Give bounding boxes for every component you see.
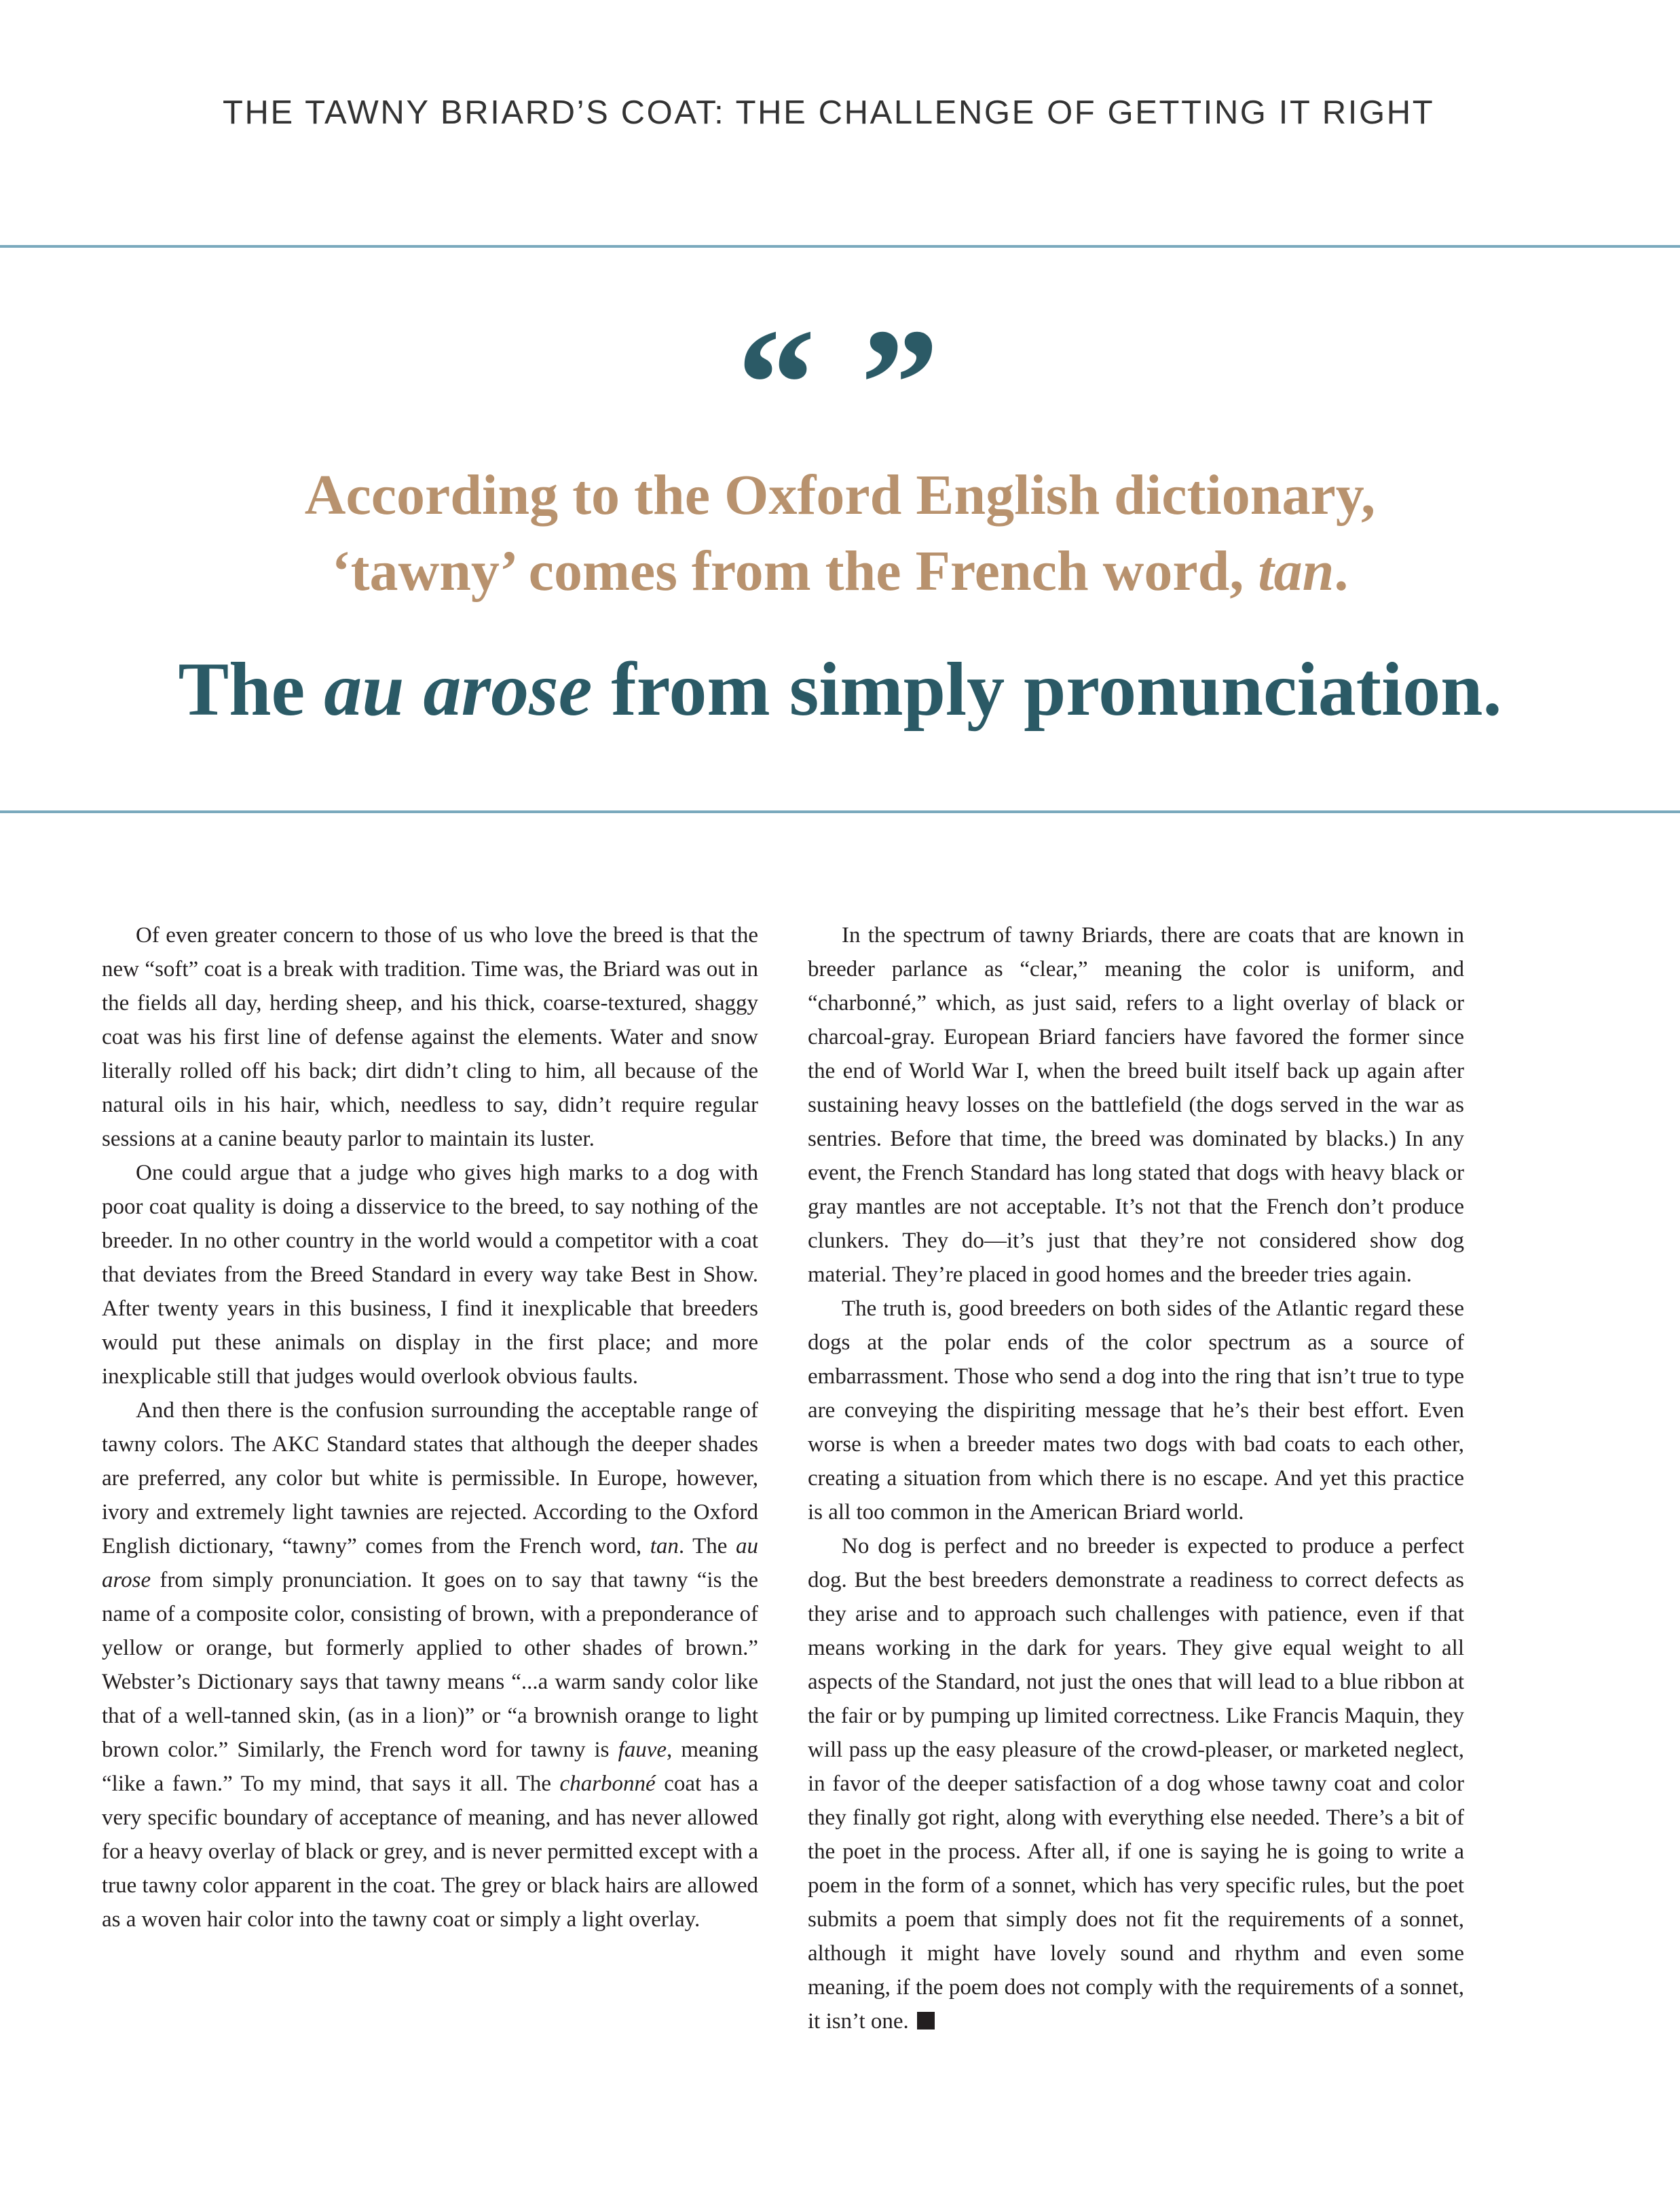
paragraph-text: , meaning “like a fawn.” To my mind, that says it all. The (102, 1738, 758, 1796)
paragraph (102, 1393, 758, 1937)
top-divider-rule (0, 245, 1680, 248)
pull-quote-line-2-emphasis: tan (1258, 540, 1334, 603)
article-column-left (102, 918, 758, 1937)
quotation-marks-icon (0, 297, 1680, 471)
pull-quote-line-3-emphasis: au arose (324, 648, 593, 732)
close-quote-mark: ” (860, 297, 944, 471)
paragraph: One could argue that a judge who gives high marks to a dog with poor coat quality is doing a disservice to the breed, to say nothing of the breeder. In no other country in the world would a competitor with a coat that deviates from the Breed Standard in every way take Best in Show. After twenty years in this business, I find it inexplicable that breeders would put these animals on display in the first place; and more inexplicable still that judges would overlook obvious faults. (102, 1161, 758, 1389)
pull-quote-line-1: According to the Oxford English dictionary, (304, 464, 1376, 527)
article-column-right (808, 918, 1464, 2038)
pull-quote-line-3 (0, 648, 1680, 732)
emphasis-tan: tan (650, 1534, 679, 1558)
paragraph: In the spectrum of tawny Briards, there are coats that are known in breeder parlance as “clear,” meaning the color is uniform, and “charbonné,” which, as just said, refers to a light overlay of black or charcoal-gray. European Briard fanciers have favored the former since the end of World War I, when the breed built itself back up again after sustaining heavy losses on the battlefield (the dogs served in the war as sentries. Before that time, the breed was dominated by blacks.) In any event, the French Standard has long stated that dogs with heavy black or gray mantles are not acceptable. It’s not that the French don’t produce clunkers. They do—it’s just that they’re not considered show dog material. They’re placed in good homes and the breeder tries again. (808, 923, 1464, 1287)
paragraph: The truth is, good breeders on both sides of the Atlantic regard these dogs at the polar ends of the color spectrum as a source of embarrassment. Those who send a dog into the ring that isn’t true to type are conveying the dispiriting message that he’s their best effort. Even worse is when a breeder mates two dogs with bad coats to each other, creating a situation from which there is no escape. And yet this practice is all too common in the American Briard world. (808, 1296, 1464, 1524)
pull-quote-line-3-start: The (178, 648, 324, 732)
paragraph-text: No dog is perfect and no breeder is expected to produce a perfect dog. But the best breeders demonstrate a readiness to correct defects as they arise and to approach such challenges with patience, even if that means working in the dark for years. They give equal weight to all aspects of the Standard, not just the ones that will lead to a blue ribbon at the fair or by pumping up limited correctness. Like Francis Maquin, they will pass up the easy pleasure of the crowd-pleaser, or marketed neglect, in favor of the deeper satisfaction of a dog whose tawny coat and color they finally got right, along with everything else needed. There’s a bit of the poet in the process. After all, if one is saying he is going to write a poem in the form of a sonnet, which has very specific rules, but the poet submits a poem that simply does not fit the requirements of a sonnet, although it might have lovely sound and rhythm and even some meaning, if the poem does not comply with the requirements of a sonnet, it isn’t one. (808, 1534, 1464, 2034)
paragraph-text: coat has a very specific boundary of acceptance of meaning, and has never allowed for a heavy overlay of black or grey, and is never permitted except with a true tawny color apparent in the coat. The grey or black hairs are allowed as a woven hair color into the tawny coat or simply a light overlay. (102, 1772, 759, 1932)
paragraph-text: from simply pronunciation. It goes on to say that tawny “is the name of a composite color, consisting of brown, with a preponderance of yellow or orange, but formerly applied to other shades of brown.” Webster’s Dictionary says that tawny means “...a warm sandy color like that of a well-tanned skin, (as in a lion)” or “a brownish orange to light brown color.” Similarly, the French word for tawny is (102, 1568, 758, 1762)
paragraph-text: And then there is the confusion surrounding the acceptable range of tawny colors. The AKC Standard states that although the deeper shades are preferred, any color but white is permissible. In Europe, however, ivory and extremely light tawnies are rejected. According to the Oxford English dictionary, “tawny” comes from the French word, (102, 1398, 758, 1558)
running-header: THE TAWNY BRIARD’S COAT: THE CHALLENGE OF GETTING IT RIGHT (223, 94, 1435, 131)
end-of-article-square-icon (917, 2012, 935, 2029)
pull-quote-line-2-end: . (1334, 540, 1349, 603)
pull-quote-line-3-end: from simply pronunciation. (592, 648, 1502, 732)
bottom-divider-rule (0, 810, 1680, 813)
pull-quote-line-2 (0, 540, 1680, 603)
emphasis-fauve: fauve (618, 1738, 667, 1762)
paragraph-text: . The (678, 1534, 736, 1558)
pull-quote-line-2-text: ‘tawny’ comes from the French word, (331, 540, 1258, 603)
paragraph: Of even greater concern to those of us who love the breed is that the new “soft” coat is a break with tradition. Time was, the Briard was out in the fields all day, herding sheep, and his thick, coarse-textured, shaggy coat was his first line of defense against the elements. Water and snow literally rolled off his back; dirt didn’t cling to him, all because of the natural oils in his hair, which, needless to say, didn’t require regular sessions at a canine beauty parlor to maintain its luster. (102, 923, 758, 1151)
emphasis-charbonne: charbonné (559, 1772, 656, 1796)
open-quote-mark: “ (736, 297, 820, 471)
paragraph (808, 1529, 1464, 2038)
emphasis-au-arose: au arose (102, 1534, 758, 1592)
